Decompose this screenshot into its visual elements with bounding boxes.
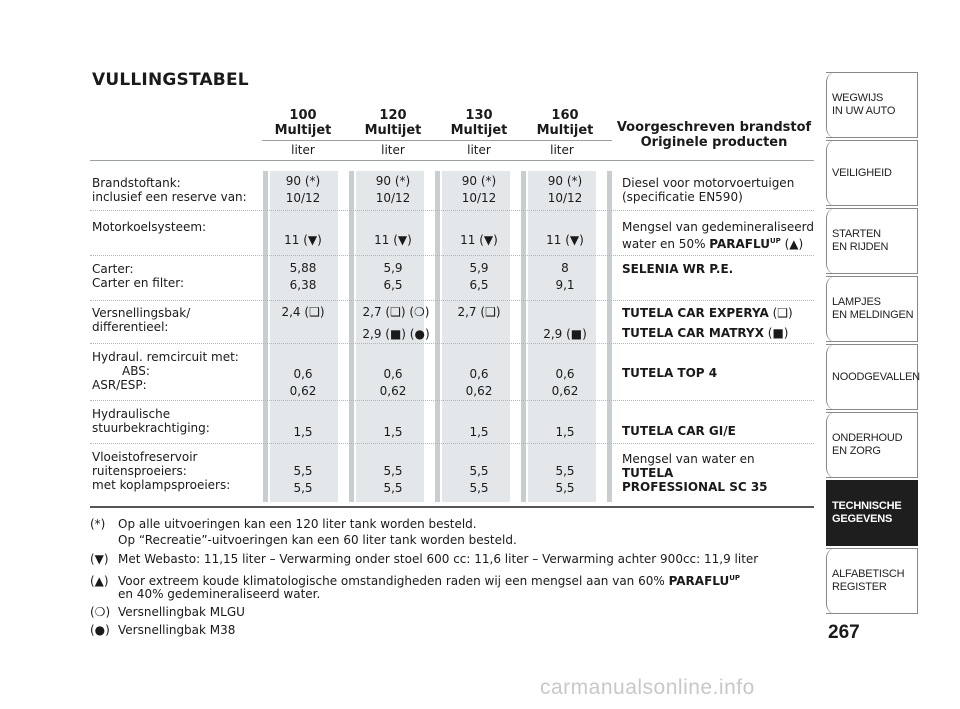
row-divider — [90, 300, 814, 301]
product-carter: SELENIA WR P.E. — [622, 262, 734, 276]
table-bottom-rule — [90, 506, 814, 508]
cell-brakes: 0,6 0,62 — [379, 367, 407, 398]
column-header: 100 Multijet — [274, 108, 332, 138]
cell-fuel: 90 (*) 10/12 — [461, 174, 497, 205]
row-divider — [90, 443, 814, 444]
row-label-cooling: Motorkoelsysteem: — [92, 220, 207, 234]
cell-brakes: 0,6 0,62 — [289, 367, 317, 398]
cell-steering: 1,5 — [383, 425, 403, 439]
cell-fuel: 90 (*) 10/12 — [285, 174, 321, 205]
footnote: (▼) Met Webasto: 11,15 liter – Verwarming onder stoel 600 cc: 11,6 liter – Verwarming achter 900cc: 11,9 liter — [90, 552, 759, 566]
cell-gearbox: 2,4 (❑) — [281, 305, 325, 319]
footnote: (●) Versnellingbak M38 — [90, 623, 236, 637]
product-gearbox-2: TUTELA CAR MATRYX (■) — [622, 326, 789, 340]
cell-steering: 1,5 — [555, 425, 575, 439]
column-stripe — [263, 171, 268, 502]
row-divider — [90, 255, 814, 256]
watermark: carmanualsonline.info — [540, 676, 755, 699]
column-unit: liter — [381, 143, 405, 157]
tab-veiligheid[interactable]: VEILIGHEID — [826, 140, 918, 206]
header-divider — [262, 140, 612, 141]
cell-carter: 8 9,1 — [555, 261, 575, 292]
row-label-carter: Carter: Carter en filter: — [92, 262, 185, 290]
cell-cooling: 11 (▼) — [546, 233, 584, 247]
cell-cooling: 11 (▼) — [374, 233, 412, 247]
cell-washer: 5,5 5,5 — [555, 464, 575, 495]
cell-brakes: 0,6 0,62 — [465, 367, 493, 398]
cell-gearbox: 2,7 (❑) (❍) 2,9 (■) (●) — [362, 305, 430, 341]
footnote: (*) Op alle uitvoeringen kan een 120 liter tank worden besteld. — [90, 517, 477, 531]
column-background — [442, 171, 510, 502]
column-header: 160 Multijet — [536, 108, 594, 138]
column-unit: liter — [291, 143, 315, 157]
product-washer: Mengsel van water en TUTELA PROFESSIONAL SC 35 — [622, 452, 768, 494]
product-fuel: Diesel voor motorvoertuigen (specificatie EN590) — [622, 176, 795, 204]
cell-cooling: 11 (▼) — [460, 233, 498, 247]
column-header: 120 Multijet — [364, 108, 422, 138]
cell-steering: 1,5 — [469, 425, 489, 439]
row-divider — [90, 210, 814, 211]
tab-starten[interactable]: STARTEN EN RIJDEN — [826, 208, 918, 274]
cell-fuel: 90 (*) 10/12 — [547, 174, 583, 205]
footnote: en 40% gedemineraliseerd water. — [118, 587, 321, 601]
cell-brakes: 0,6 0,62 — [551, 367, 579, 398]
tab-onderhoud[interactable]: ONDERHOUD EN ZORG — [826, 412, 918, 478]
page-number: 267 — [828, 622, 860, 643]
cell-carter: 5,9 6,5 — [469, 261, 489, 292]
cell-gearbox: 2,9 (■) — [543, 327, 587, 341]
cell-carter: 5,9 6,5 — [383, 261, 403, 292]
cell-cooling: 11 (▼) — [284, 233, 322, 247]
cell-steering: 1,5 — [293, 425, 313, 439]
footnote: Op “Recreatie”-uitvoeringen kan een 60 liter tank worden besteld. — [118, 533, 517, 547]
cell-washer: 5,5 5,5 — [469, 464, 489, 495]
column-unit: liter — [467, 143, 491, 157]
cell-gearbox: 2,7 (❑) — [457, 305, 501, 319]
tab-alfabetisch-register[interactable]: ALFABETISCH REGISTER — [826, 548, 918, 614]
row-label-steering: Hydraulische stuurbekrachtiging: — [92, 407, 210, 435]
cell-carter: 5,88 6,38 — [289, 261, 317, 292]
product-cooling: Mengsel van gedemineraliseerd water en 50% $PARAFLU^{UP}$ (▲) — [622, 220, 814, 251]
footnote: (❍) Versnellingbak MLGU — [90, 605, 245, 619]
product-gearbox-1: TUTELA CAR EXPERYA (❑) — [622, 306, 793, 320]
cell-washer: 5,5 5,5 — [293, 464, 313, 495]
row-label-brakes: Hydraul. remcircuit met: ABS: ASR/ESP: — [92, 350, 239, 392]
tab-technische-gegevens[interactable]: TECHNISCHE GEGEVENS — [826, 480, 918, 546]
row-divider — [90, 400, 814, 401]
table-top-rule — [90, 160, 814, 161]
row-divider — [90, 343, 814, 344]
row-label-washer: Vloeistofreservoir ruitensproeiers: met koplampsproeiers: — [92, 450, 231, 492]
column-unit: liter — [550, 143, 574, 157]
column-background — [270, 171, 338, 502]
column-header: 130 Multijet — [450, 108, 508, 138]
row-label-fuel: Brandstoftank: inclusief een reserve van: — [92, 176, 247, 204]
tab-noodgevallen[interactable]: NOODGEVALLEN — [826, 344, 918, 410]
row-label-gearbox: Versnellingsbak/ differentieel: — [92, 306, 191, 334]
page-title: VULLINGSTABEL — [92, 70, 249, 90]
product-header: Voorgeschreven brandstof Originele producten — [616, 120, 812, 150]
product-steering: TUTELA CAR GI/E — [622, 424, 736, 438]
tab-lampjes[interactable]: LAMPJES EN MELDINGEN — [826, 276, 918, 342]
tab-wegwijs[interactable]: WEGWIJS IN UW AUTO — [826, 72, 918, 138]
footnote: (▲) Voor extreem koude klimatologische omstandigheden raden wij een mengsel aan van 60% $PARAFLU^{UP}$ — [90, 574, 741, 588]
cell-fuel: 90 (*) 10/12 — [375, 174, 411, 205]
cell-washer: 5,5 5,5 — [383, 464, 403, 495]
product-brakes: TUTELA TOP 4 — [622, 366, 718, 380]
